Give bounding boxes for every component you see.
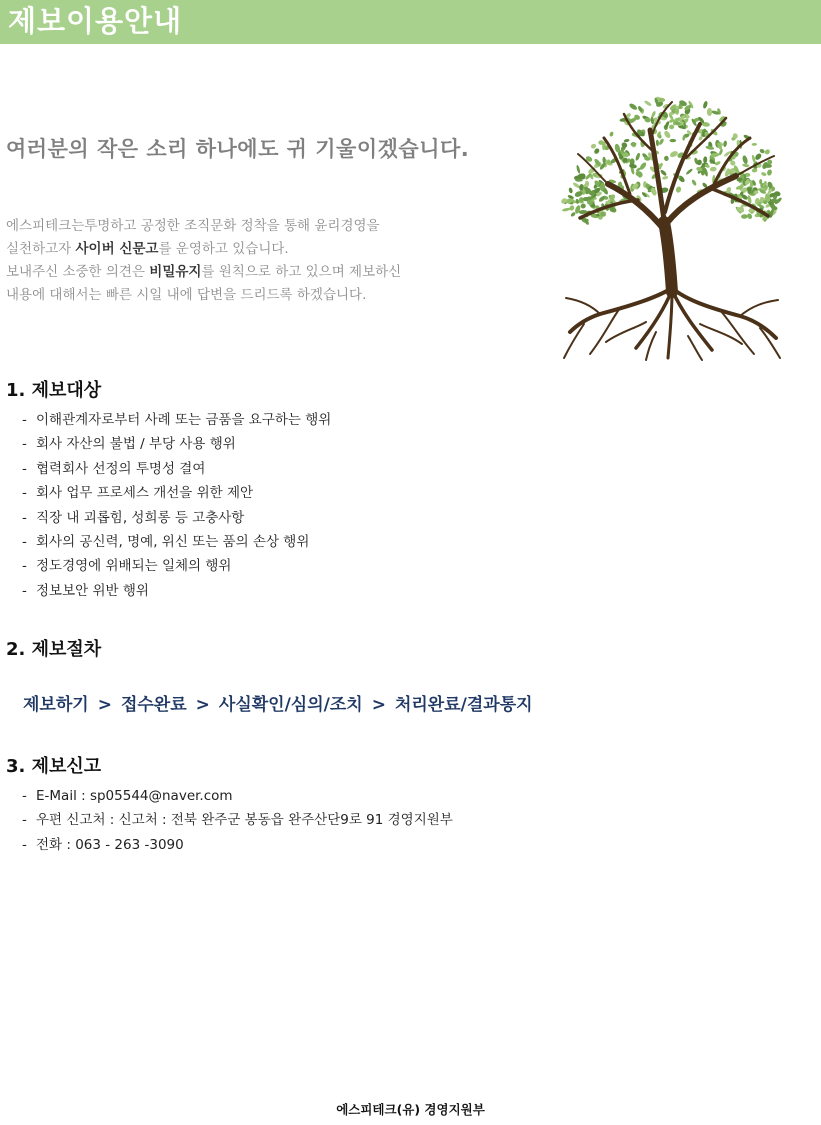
list-item: - 이해관계자로부터 사례 또는 금품을 요구하는 행위 <box>22 412 332 428</box>
leaf-mark <box>752 143 758 146</box>
leaf-mark <box>663 130 672 139</box>
list-item: - 협력회사 선정의 투명성 결여 <box>22 460 206 477</box>
list-item: - 회사 업무 프로세스 개선을 위한 제안 <box>22 485 254 502</box>
leaf-mark <box>759 179 762 184</box>
list-item: - 직장 내 괴롭힘, 성희롱 등 고충사항 <box>22 509 245 526</box>
leaf-mark <box>691 179 697 186</box>
leaf-mark <box>766 169 772 176</box>
leaf-mark <box>590 143 597 150</box>
intro-line-4: 내용에 대해서는 빠른 시일 내에 답변을 드리드록 하겠습니다. <box>6 287 367 303</box>
page-title: 제보이용안내 <box>8 4 183 38</box>
intro-line-3 <box>6 261 526 284</box>
intro-line-2 <box>6 238 526 261</box>
leaf-mark <box>644 100 653 107</box>
list-item: - 정보보안 위반 행위 <box>22 582 149 599</box>
intro-line-2-rest: 를 운영하고 있습니다. <box>158 241 289 257</box>
procedure-steps <box>23 692 533 718</box>
leaf-mark <box>568 187 573 194</box>
leaf-mark <box>575 199 579 205</box>
leaf-mark <box>759 148 765 154</box>
leaf-mark <box>664 156 669 162</box>
list-item: - 회사의 공신력, 명예, 위신 또는 품의 손상 행위 <box>22 534 310 551</box>
intro-line-3-text: 보내주신 소중한 의견은 <box>6 264 150 280</box>
leaf-mark <box>635 152 641 161</box>
leaf-mark <box>660 169 668 177</box>
leaf-mark <box>702 101 708 110</box>
procedure-step-report: 제보하기 <box>23 695 89 715</box>
cyber-sinmungo-emphasis: 사이버 신문고 <box>75 241 159 257</box>
leaf-mark <box>669 124 675 129</box>
list-item: - 회사 자산의 불법 / 부당 사용 행위 <box>22 436 236 453</box>
targets-list <box>22 408 331 603</box>
leaf-mark <box>754 152 763 161</box>
procedure-separator: > <box>97 695 112 715</box>
leaf-mark <box>675 186 682 193</box>
procedure-separator: > <box>195 695 210 715</box>
intro-line-1: 에스피테크는투명하고 공정한 조직문화 정착을 통해 윤리경영을 <box>6 218 380 234</box>
procedure-separator: > <box>371 695 386 715</box>
section-heading-procedure: 2. 제보절차 <box>6 639 102 660</box>
leaf-mark <box>703 156 708 163</box>
leaf-mark <box>583 197 589 201</box>
leaf-mark <box>752 168 758 172</box>
procedure-step-received: 접수완료 <box>120 695 187 715</box>
leaf-mark <box>707 108 712 116</box>
leaf-mark <box>576 165 581 174</box>
leaf-mark <box>628 102 638 111</box>
leaf-mark <box>580 203 586 209</box>
intro-line-3-rest: 를 원칙으로 하고 있으며 제보하신 <box>201 264 402 280</box>
leaf-mark <box>609 131 614 137</box>
leaf-mark <box>670 139 677 142</box>
leaf-mark <box>761 172 767 177</box>
leaf-mark <box>662 175 669 180</box>
leaf-mark <box>579 197 584 203</box>
leaf-mark <box>669 150 679 158</box>
leaf-mark <box>656 140 659 147</box>
leaf-mark <box>593 147 600 154</box>
procedure-step-review: 사실확인/심의/조치 <box>218 695 363 715</box>
procedure-step-completed: 처리완료/결과통지 <box>394 695 533 715</box>
contact-mail-address: - 우편 신고처 : 신고처 : 전북 완주군 봉동읍 완주산단9로 91 경영지원부 <box>22 812 453 829</box>
footer-department: 에스피테크(유) 경영지원부 <box>336 1102 485 1117</box>
leaf-mark <box>723 140 728 147</box>
section-heading-targets: 1. 제보대상 <box>6 380 102 401</box>
list-item: - 정도경영에 위배되는 일체의 행위 <box>22 558 232 575</box>
intro-paragraph <box>6 215 526 307</box>
title-bar <box>0 0 821 44</box>
intro-line-2-text: 실천하고자 <box>6 241 76 257</box>
leaf-mark <box>658 138 665 146</box>
leaf-mark <box>623 139 629 143</box>
report-contact-list <box>22 784 453 857</box>
contact-phone: - 전화 : 063 - 263 -3090 <box>22 836 184 853</box>
hero-headline: 여러분의 작은 소리 하나에도 귀 기울이겠습니다. <box>6 137 470 161</box>
section-heading-report: 3. 제보신고 <box>6 756 102 777</box>
leaf-mark <box>742 155 749 165</box>
contact-email: - E-Mail : sp05544@naver.com <box>22 788 233 804</box>
leaf-mark <box>741 214 748 219</box>
leaf-mark <box>710 166 717 171</box>
leaf-mark <box>764 148 771 155</box>
leaf-mark <box>685 168 693 175</box>
leaf-mark <box>746 213 753 220</box>
confidentiality-emphasis: 비밀유지 <box>149 264 202 280</box>
leaf-mark <box>742 163 750 167</box>
tree-with-roots-icon <box>560 92 784 362</box>
